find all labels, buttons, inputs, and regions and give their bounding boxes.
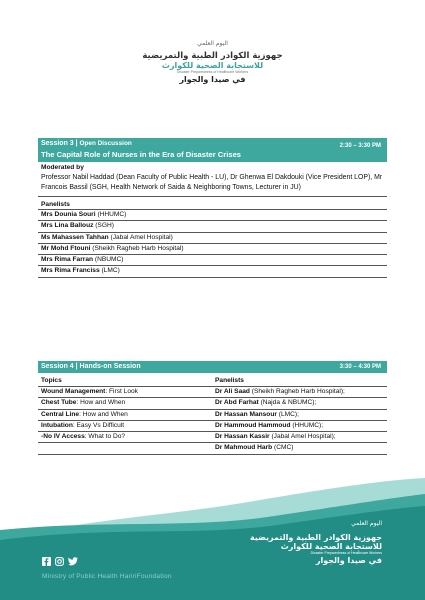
panelist-org: (Sheikh Ragheb Harb Hospital): [92, 244, 184, 252]
panelists-heading: [38, 196, 387, 210]
topic-row: [38, 443, 212, 454]
topic-row: [38, 421, 212, 432]
session-3-label: Session 3 |: [41, 140, 78, 147]
panelist-row: [38, 244, 387, 255]
footer-logo-line-2: جهوزية الكوادر الطبية والتمريضية: [250, 533, 382, 542]
logo-line-3: للاستجابة الصحية للكوارث: [161, 61, 264, 70]
panelist-row: [38, 221, 387, 232]
topic-title: Chest Tube: [41, 399, 77, 407]
panelist-org: (LMC): [101, 267, 120, 275]
topic-row: [38, 432, 212, 443]
panelist-org: (HHUMC);: [292, 421, 324, 429]
logo-line-4: Disaster Preparedness of Healthcare Workers: [176, 70, 249, 74]
hands-on-panelist-row: [212, 443, 387, 454]
moderators-text: Professor Nabil Haddad (Dean Faculty of Public Health - LU), Dr Ghenwa El Dakdouki (Vice President LOP), Mr Francois Bassil (SGH, Health Network of Saida & Neighboring Towns, Lecturer in JU): [41, 174, 383, 191]
panelist-name: Mrs Rima Farran: [41, 256, 94, 264]
topic-subtitle: : What to Do?: [84, 433, 126, 441]
topic-title: Intubation: [41, 421, 73, 429]
panelists-column: [212, 375, 387, 455]
session-3-header: [38, 138, 387, 162]
topics-header: Topics: [38, 375, 212, 387]
panelist-org: (LMC);: [278, 410, 299, 418]
hands-on-panelist-row: [212, 421, 387, 432]
logo-line-1: اليوم العلمي: [197, 40, 228, 47]
ministry-text: Ministry of Public Health HaririFoundation: [42, 573, 172, 580]
panelist-row: [38, 255, 387, 266]
session-4-table: [38, 375, 387, 455]
topic-subtitle: : How and When: [79, 410, 128, 418]
panelist-org: (Jabal Amel Hospital);: [271, 433, 336, 441]
panelists-header: Panelists: [212, 375, 387, 387]
panelist-org: (HHUMC): [97, 211, 127, 218]
panelist-name: Dr Abd Farhat: [215, 399, 259, 407]
session-3-sublabel: Open Discussion: [79, 140, 132, 147]
panelist-row: [38, 266, 387, 277]
social-links: [42, 553, 77, 562]
panelist-org: (Sheikh Ragheb Harb Hospital);: [251, 388, 345, 395]
footer-logo: [250, 520, 382, 565]
session-4-block: [38, 361, 387, 455]
footer-logo-line-1: اليوم العلمي: [351, 520, 382, 527]
topics-column: [38, 375, 212, 455]
session-4-header: [38, 361, 387, 373]
panelist-name: Dr Hassan Mansour: [215, 410, 277, 418]
footer-logo-line-3: للاستجابة الصحية للكوارث: [280, 542, 382, 551]
moderated-by-label: Moderated by: [41, 164, 84, 171]
panelist-row: [38, 210, 387, 221]
panelist-name: Dr Hammoud Hammoud: [215, 421, 291, 429]
instagram-icon[interactable]: [55, 553, 64, 562]
twitter-icon[interactable]: [68, 553, 77, 562]
event-logo: [0, 40, 425, 84]
topic-subtitle: : First Look: [105, 388, 138, 395]
panelist-name: Ms Mahassen Tahhan: [41, 233, 109, 241]
panelist-name: Mrs Rima Franciss: [41, 267, 100, 275]
session-3-time: 2:30 – 3:30 PM: [339, 143, 381, 149]
panelist-name: Mrs Lina Ballouz: [41, 222, 94, 230]
panelist-org: (CMC): [274, 444, 294, 452]
logo-line-2: جهوزية الكوادر الطبية والتمريضية: [142, 51, 283, 61]
panelist-name: Dr Ali Saad: [215, 388, 250, 395]
session-4-time: 3:30 – 4:30 PM: [339, 364, 381, 370]
session-3-panelist-list: [38, 210, 387, 278]
panelist-name: Dr Hassan Kassir: [215, 433, 270, 441]
hands-on-panelist-row: [212, 410, 387, 421]
footer-logo-line-5: في صيدا والجوار: [315, 556, 382, 565]
hands-on-panelist-row: [212, 398, 387, 409]
hands-on-panelist-row: [212, 387, 387, 398]
topic-subtitle: : Easy Vs Difficult: [72, 421, 125, 429]
panelist-org: (SGH): [95, 222, 114, 230]
panelist-name: Dr Mahmoud Harb: [215, 444, 273, 452]
topic-row: [38, 387, 212, 398]
topic-title: Wound Management: [41, 388, 106, 395]
session-3-block: [38, 138, 387, 278]
panelist-org: (Jabal Amel Hospital): [110, 233, 173, 241]
panelist-org: (NBUMC): [94, 256, 124, 264]
session-3-title: The Capital Role of Nurses in the Era of Disaster Crises: [41, 150, 242, 159]
logo-line-5: في صيدا والجوار: [179, 75, 246, 84]
topic-title: Central Line: [41, 410, 80, 418]
session-4-label: Session 4 | Hands-on Session: [41, 363, 141, 370]
panelists-label: Panelists: [41, 201, 70, 208]
footer-logo-line-4: Disaster Preparedness of Healthcare Workers: [310, 551, 382, 555]
topic-title: -No IV Access: [41, 433, 85, 441]
topic-subtitle: : How and When: [76, 399, 126, 407]
panelist-name: Mr Mohd Ftouni: [41, 244, 91, 252]
hands-on-panelist-row: [212, 432, 387, 443]
facebook-icon[interactable]: [42, 553, 51, 562]
topic-row: [38, 398, 212, 409]
topic-row: [38, 410, 212, 421]
panelist-name: Mrs Dounia Souri: [41, 211, 96, 218]
panelist-row: [38, 233, 387, 244]
panelist-org: (Najda & NBUMC);: [260, 399, 317, 407]
